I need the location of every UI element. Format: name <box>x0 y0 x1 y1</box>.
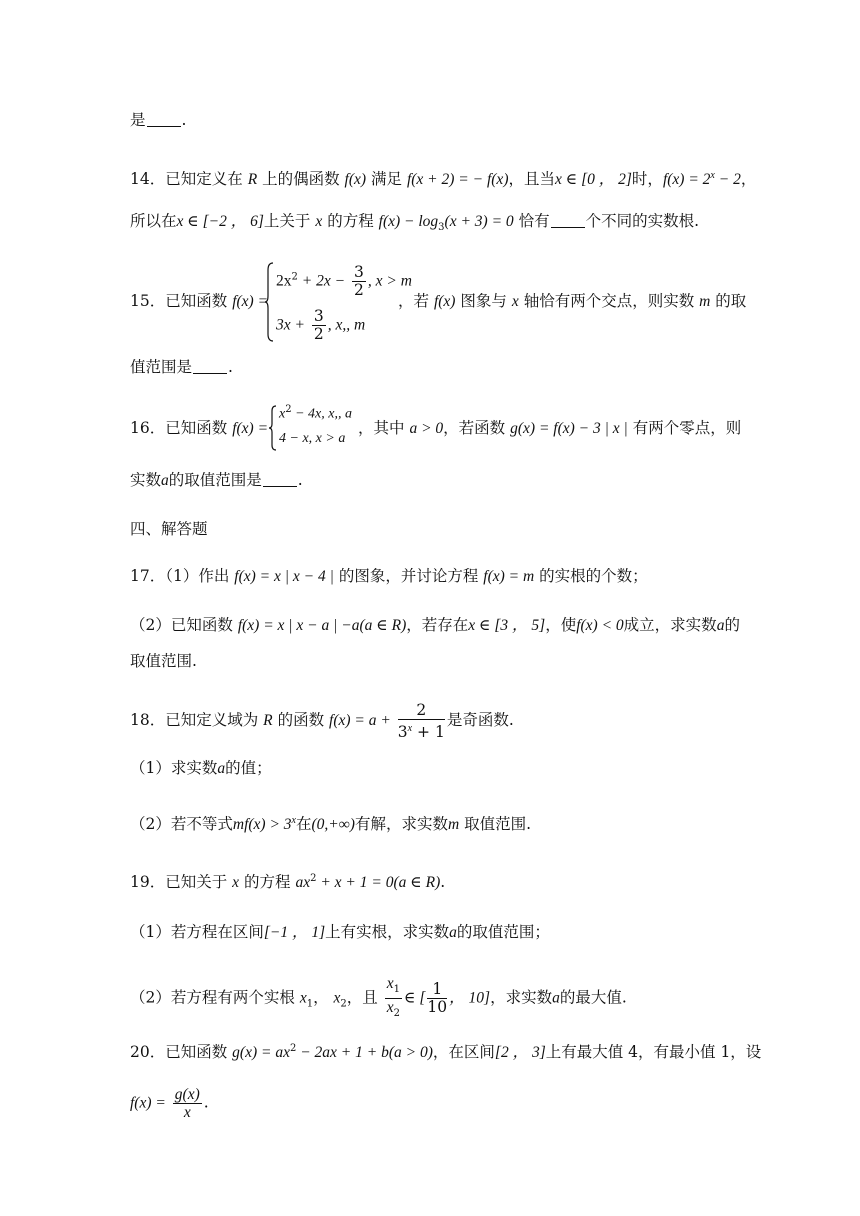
q15-case2: 3x + $\frac{3}{2}$ , x,, m <box>276 307 366 343</box>
section-heading: 四、解答题 <box>130 520 208 538</box>
q15-case1: $2x^2 + 2x$ − $\frac{3}{2}$ , x > m <box>276 263 412 299</box>
answer-blank <box>193 359 227 374</box>
fraction: $\frac{x_1}{x_2}$ <box>386 975 401 1020</box>
q18-part2: （2）若不等式$mf(x) > 3^x$在(0,+∞)有解，求实数m 取值范围. <box>130 815 532 834</box>
q17-part2-cont: 取值范围. <box>130 652 197 670</box>
q19-part1: （1）若方程在区间[−1 ， 1]上有实根，求实数a的取值范围； <box>130 923 550 941</box>
q15-line1-rest: ，若 f(x) 图象与 x 轴恰有两个交点，则实数 m 的取 <box>398 292 747 310</box>
q17-part2: （2）已知函数 f(x) = x | x − a | −a(a ∈ R)，若存在x ∈ [3 ， 5]，使f(x) < 0成立，求实数a的 <box>130 616 740 634</box>
q13-tail-text: 是 <box>130 111 146 129</box>
q15-line2: 值范围是 . <box>130 358 233 376</box>
q16-line1-rest: ，其中 a > 0，若函数 g(x) = f(x) − 3 | x | 有两个零点，则 <box>358 419 742 437</box>
q13-tail-end: . <box>181 111 187 129</box>
q14-line2: 所以在x ∈ [−2 ， 6]上关于 x 的方程 $f(x) - \log_3(x + 3) = 0$ 恰有 个不同的实数根. <box>130 212 700 234</box>
q17-part1: 17．（1）作出 f(x) = x | x − 4 | 的图象，并讨论方程 f(x) = m 的实根的个数； <box>130 567 648 585</box>
answer-blank <box>551 213 585 228</box>
fraction: $\frac{g(x)}{x}$ <box>174 1086 200 1121</box>
q16-case2: 4 − x, x > a <box>279 431 346 446</box>
q15-line1: 15．已知函数 f(x) = <box>130 292 269 310</box>
q20-def: f(x) = $\frac{g(x)}{x}$ . <box>130 1086 209 1121</box>
fraction: $\frac{2}{3^x + 1}$ <box>397 701 445 742</box>
q16-line2: 实数a的取值范围是 . <box>130 471 303 489</box>
q14-line1: 14．已知定义在 R 上的偶函数 f(x) 满足 f(x + 2) = − f(x)，且当x ∈ [0 ， 2]时，$f(x) = 2^x - 2$， <box>130 170 757 189</box>
left-brace-icon <box>264 262 274 342</box>
q18-stem: 18．已知定义域为 R 的函数 f(x) = a + $\frac{2}{3^x + 1}$ 是奇函数. <box>130 701 514 742</box>
q18-part1: （1）求实数a的值； <box>130 759 272 777</box>
left-brace-icon <box>268 405 277 451</box>
q19-stem: 19．已知关于 x 的方程 $ax^2 + x + 1 = 0(a$ ∈ R). <box>130 873 446 892</box>
q16-case1: $x^2 - 4x$, x,, a <box>279 404 352 422</box>
q16-line1: 16．已知函数 f(x) = <box>130 419 269 437</box>
answer-blank <box>147 112 181 127</box>
fraction: $\frac{3}{2}$ <box>354 263 364 299</box>
q19-part2: （2）若方程有两个实根 $x_1$， $x_2$，且 $\frac{x_1}{x_2}$ ∈ [ $\frac{1}{10}$ ， 10]，求实数a的最大值. <box>130 975 627 1022</box>
q20-stem: 20．已知函数 $g(x) = ax^2 - 2ax + 1 + b(a > 0)$，在区间[2 ， 3]上有最大值 4，有最小值 1，设 <box>130 1043 762 1062</box>
q13-tail <box>130 110 186 130</box>
answer-blank <box>263 472 297 487</box>
fraction: $\frac{1}{10}$ <box>427 980 448 1017</box>
fraction: $\frac{3}{2}$ <box>313 307 324 343</box>
